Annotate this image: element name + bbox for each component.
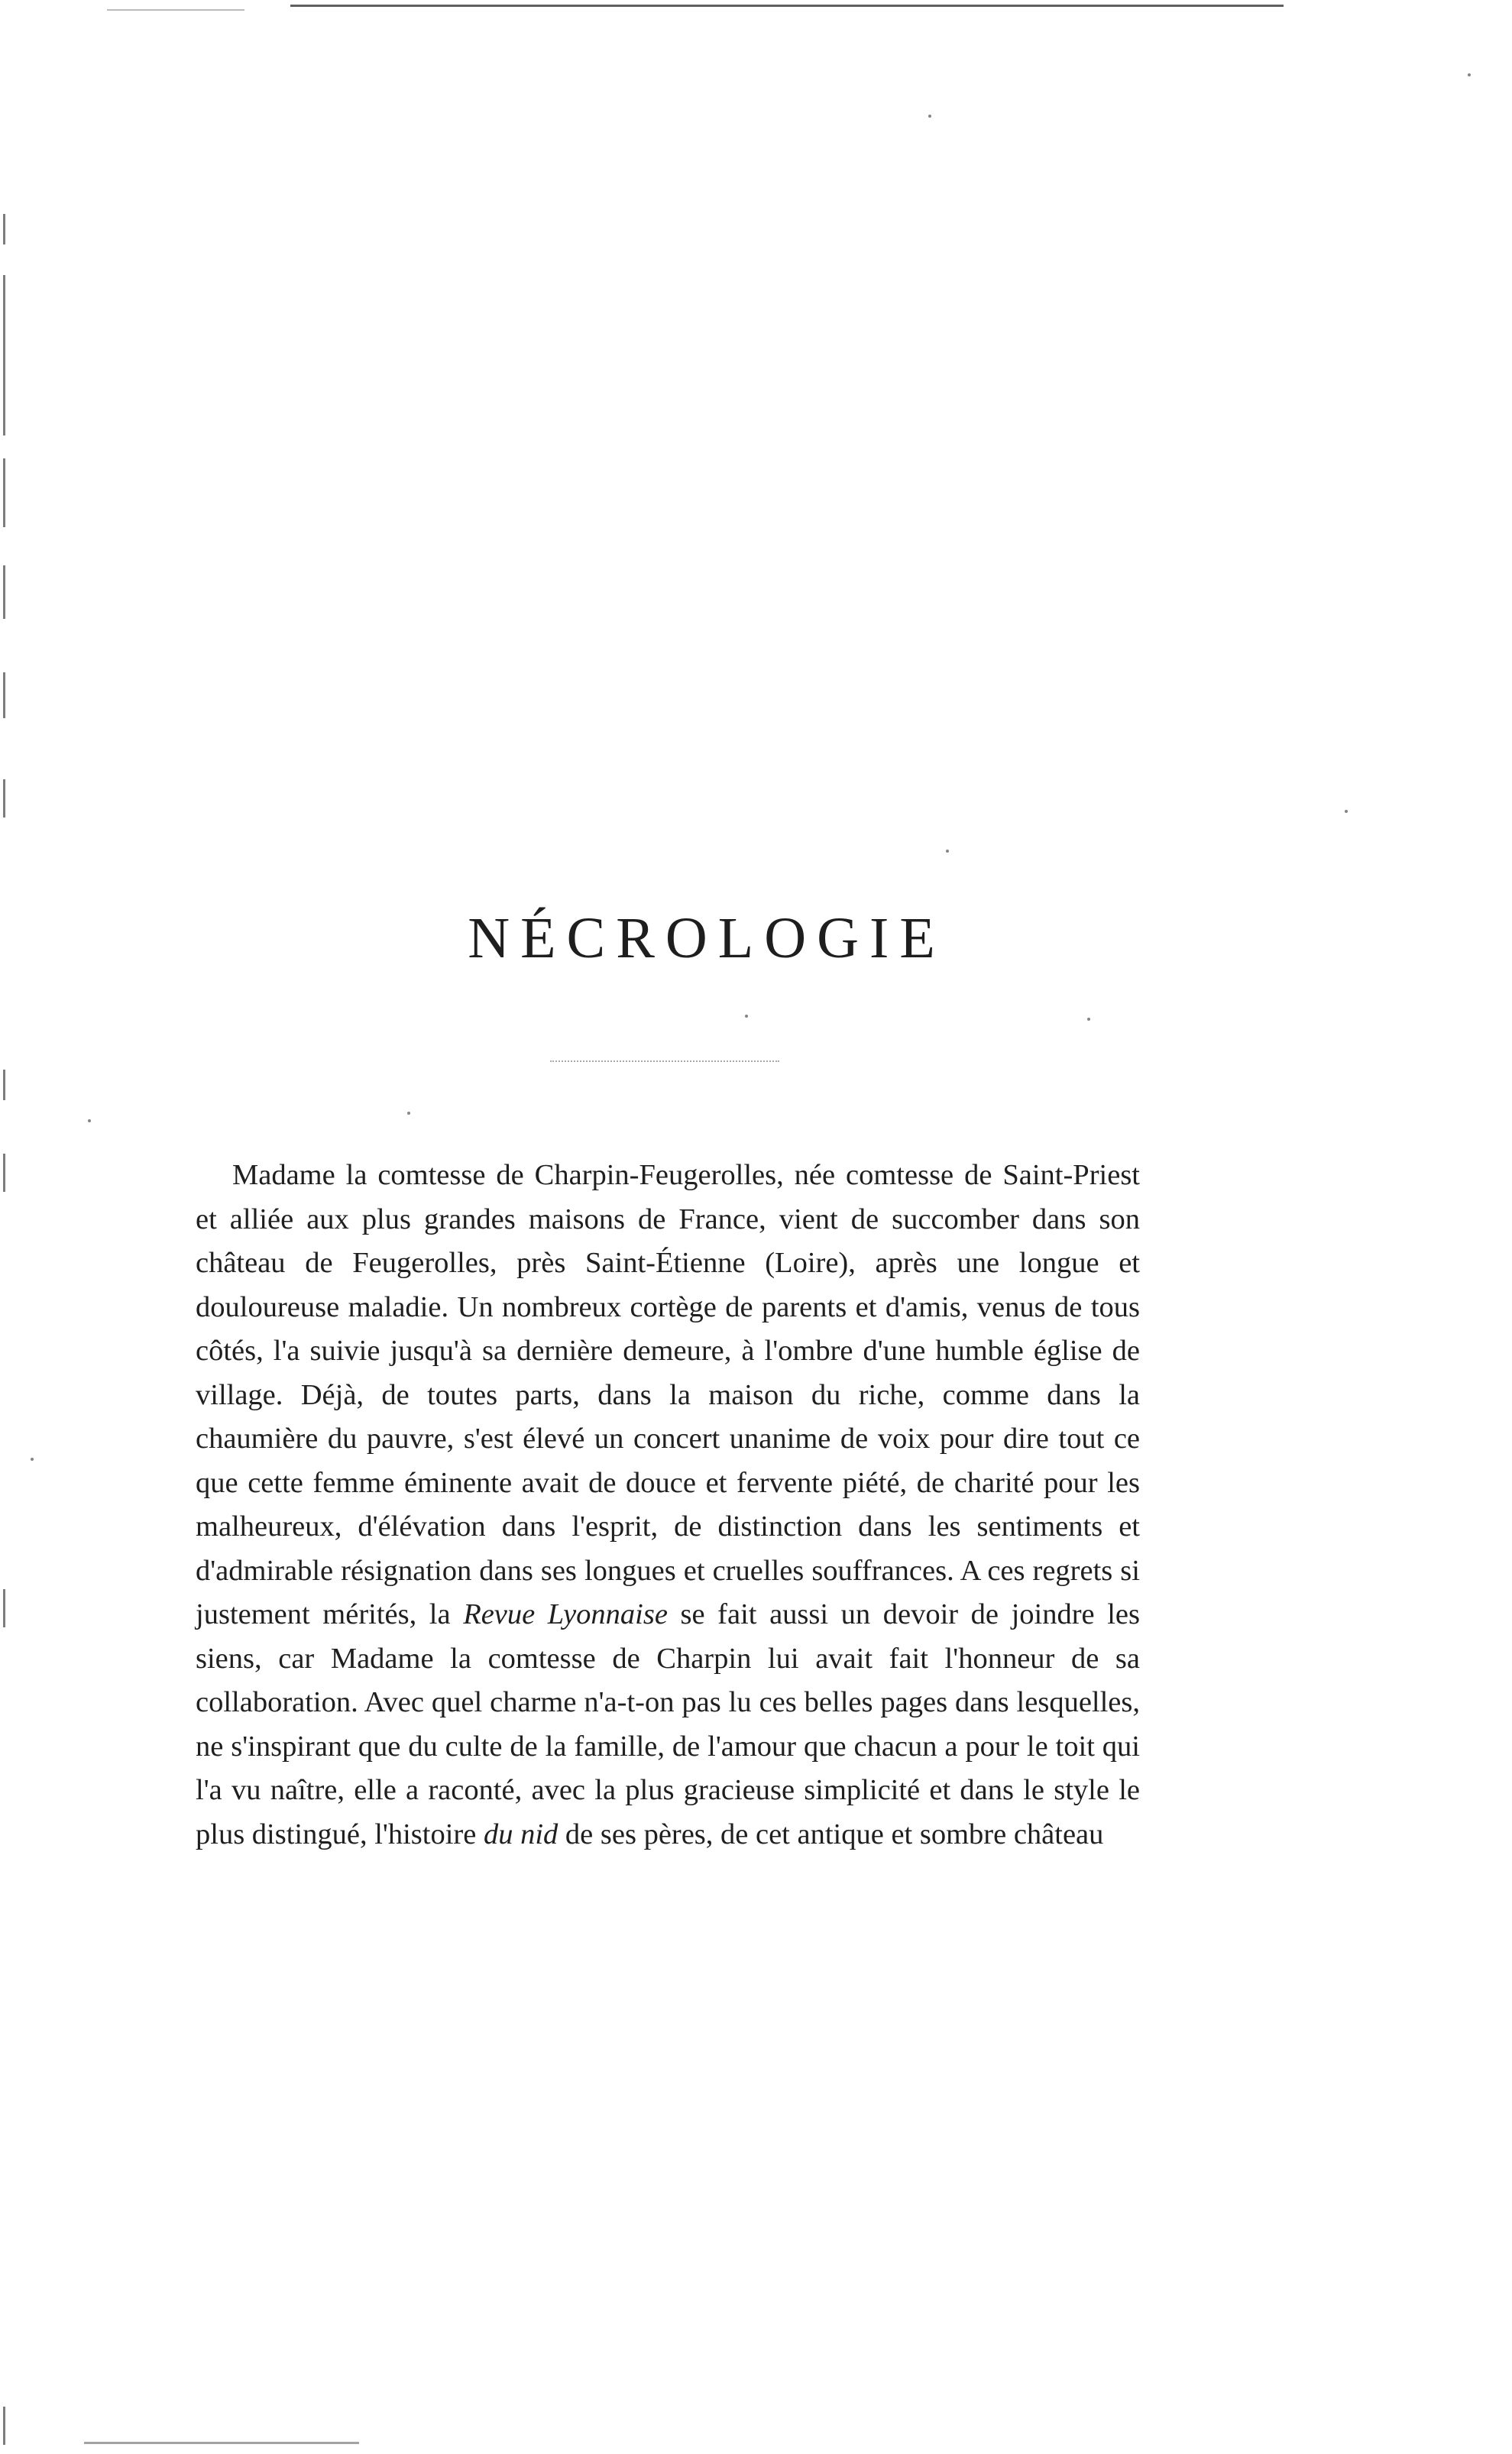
scan-edge-mark — [3, 214, 5, 244]
scan-edge-mark — [3, 2407, 5, 2445]
italic-phrase: du nid — [483, 1818, 559, 1850]
scan-edge-mark — [3, 1154, 5, 1192]
scan-edge-mark — [3, 565, 5, 619]
scan-edge-mark — [3, 275, 5, 435]
scan-speck — [946, 850, 949, 853]
scan-speck — [745, 1015, 748, 1018]
scan-speck — [31, 1458, 34, 1461]
journal-title: Revue Lyonnaise — [463, 1598, 668, 1630]
title-divider — [550, 1060, 779, 1062]
scan-edge-mark — [3, 458, 5, 527]
paragraph-text: de ses pères, de cet antique et sombre château — [558, 1818, 1104, 1850]
scan-edge-mark — [3, 779, 5, 817]
scan-edge-mark — [3, 1070, 5, 1100]
scan-speck — [1468, 73, 1471, 76]
body-paragraph — [196, 1154, 1140, 1857]
scan-edge-mark — [3, 1589, 5, 1627]
scan-speck — [88, 1119, 91, 1122]
scan-speck — [1345, 810, 1348, 813]
scan-rule-top-short — [107, 9, 244, 11]
page-title: NÉCROLOGIE — [468, 906, 946, 970]
scan-rule-top — [290, 5, 1284, 7]
scan-edge-mark — [3, 672, 5, 718]
scan-rule-bottom — [84, 2442, 359, 2444]
paragraph-text: Madame la comtesse de Charpin-Feugerolles, née comtesse de Saint-Priest et alliée aux plus grandes maisons de France, vient de succomber dans son château de Feugerolles, près Saint-Étienne (Loire), après une longue et douloureuse maladie. Un nombreux cortège de parents et d'amis, venus de tous côtés, l'a suivie jusqu'à sa dernière demeure, à l'ombre d'une humble église de village. Déjà, de toutes parts, dans la maison du riche, comme dans la chaumière du pauvre, s'est élevé un concert unanime de voix pour dire tout ce que cette femme éminente avait de douce et fervente piété, de charité pour les malheureux, d'élévation dans l'esprit, de distinction dans les sentiments et d'admirable résignation dans ses longues et cruelles souffrances. A ces regrets si justement mérités, la — [196, 1159, 1140, 1630]
scan-speck — [407, 1112, 410, 1115]
scan-speck — [1087, 1018, 1090, 1021]
scan-speck — [928, 115, 931, 118]
paragraph-text: se fait aussi un devoir de joindre les siens, car Madame la comtesse de Charpin lui avait fait l'honneur de sa collaboration. Avec quel charme n'a-t-on pas lu ces belles pages dans lesquelles, ne s'inspirant que du culte de la famille, de l'amour que chacun a pour le toit qui l'a vu naître, elle a raconté, avec la plus gracieuse simplicité et dans le style le plus distingué, l'histoire — [196, 1598, 1141, 1850]
